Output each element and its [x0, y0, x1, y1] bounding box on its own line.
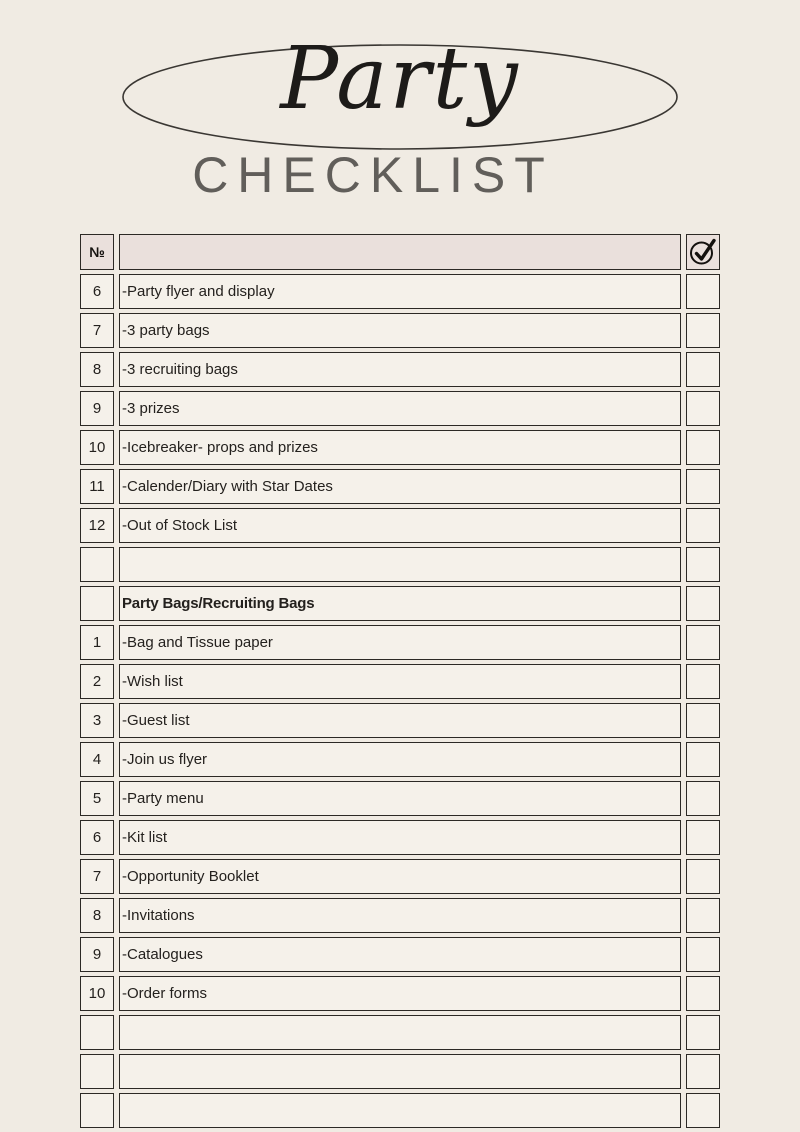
table-row — [80, 664, 720, 699]
row-checkbox-cell[interactable] — [686, 274, 720, 309]
row-item-cell — [119, 859, 681, 894]
row-checkbox-cell[interactable] — [686, 508, 720, 543]
row-number: 4 — [92, 751, 102, 768]
row-item-cell — [119, 469, 681, 504]
row-checkbox-cell[interactable] — [686, 586, 720, 621]
row-item-text: -Guest list — [122, 712, 190, 729]
row-item-text: -3 prizes — [122, 400, 180, 417]
row-item-text: -Kit list — [122, 829, 167, 846]
row-checkbox-cell[interactable] — [686, 391, 720, 426]
row-item-text: -Wish list — [122, 673, 183, 690]
row-number-cell — [80, 859, 114, 894]
row-checkbox-cell[interactable] — [686, 859, 720, 894]
row-item-text: Party Bags/Recruiting Bags — [122, 595, 315, 612]
numero-label: № — [89, 244, 105, 260]
page-title-script: Party — [280, 29, 520, 129]
table-row — [80, 937, 720, 972]
table-row — [80, 976, 720, 1011]
table-row — [80, 274, 720, 309]
row-number-cell — [80, 586, 114, 621]
table-row — [80, 898, 720, 933]
row-item-cell — [119, 742, 681, 777]
table-row — [80, 508, 720, 543]
row-checkbox-cell[interactable] — [686, 742, 720, 777]
row-checkbox-cell[interactable] — [686, 547, 720, 582]
row-number-cell — [80, 898, 114, 933]
row-item-cell — [119, 664, 681, 699]
row-number-cell — [80, 352, 114, 387]
row-number-cell — [80, 625, 114, 660]
table-row — [80, 742, 720, 777]
row-item-text: -3 party bags — [122, 322, 210, 339]
row-number: 7 — [92, 322, 102, 339]
table-header-row — [80, 234, 720, 270]
row-checkbox-cell[interactable] — [686, 1093, 720, 1128]
row-item-cell — [119, 430, 681, 465]
table-row — [80, 547, 720, 582]
table-row — [80, 625, 720, 660]
table-row — [80, 469, 720, 504]
table-row — [80, 1015, 720, 1050]
row-number: 6 — [92, 829, 102, 846]
row-number: 6 — [92, 283, 102, 300]
row-number: 9 — [92, 946, 102, 963]
row-item-cell — [119, 313, 681, 348]
row-number: 7 — [92, 868, 102, 885]
row-checkbox-cell[interactable] — [686, 976, 720, 1011]
row-number-cell — [80, 1054, 114, 1089]
row-number-cell — [80, 781, 114, 816]
row-checkbox-cell[interactable] — [686, 313, 720, 348]
row-item-text: -Out of Stock List — [122, 517, 238, 534]
row-checkbox-cell[interactable] — [686, 1015, 720, 1050]
row-item-text: -Icebreaker- props and prizes — [122, 439, 318, 456]
row-number-cell — [80, 1093, 114, 1128]
row-number-cell — [80, 1015, 114, 1050]
row-item-cell — [119, 976, 681, 1011]
row-item-cell — [119, 1054, 681, 1089]
row-number-cell — [80, 547, 114, 582]
row-item-cell — [119, 703, 681, 738]
row-checkbox-cell[interactable] — [686, 352, 720, 387]
row-checkbox-cell[interactable] — [686, 820, 720, 855]
table-row — [80, 859, 720, 894]
row-number-cell — [80, 976, 114, 1011]
row-item-text: -Party flyer and display — [122, 283, 275, 300]
row-item-cell — [119, 781, 681, 816]
row-checkbox-cell[interactable] — [686, 430, 720, 465]
header-item-cell — [119, 234, 681, 270]
row-number: 9 — [92, 400, 102, 417]
row-item-cell — [119, 1015, 681, 1050]
row-number-cell — [80, 664, 114, 699]
row-item-text: -Catalogues — [122, 946, 203, 963]
row-checkbox-cell[interactable] — [686, 664, 720, 699]
row-number: 11 — [89, 478, 105, 495]
row-number: 12 — [88, 517, 106, 534]
row-number-cell — [80, 313, 114, 348]
table-row — [80, 430, 720, 465]
row-number: 8 — [92, 907, 102, 924]
row-item-cell — [119, 937, 681, 972]
checklist-rows — [80, 270, 720, 1128]
row-item-cell — [119, 352, 681, 387]
row-item-cell — [119, 1093, 681, 1128]
row-item-text: -Bag and Tissue paper — [122, 634, 273, 651]
row-number-cell — [80, 508, 114, 543]
row-item-text: -Party menu — [122, 790, 204, 807]
row-item-cell — [119, 625, 681, 660]
row-number-cell — [80, 937, 114, 972]
row-checkbox-cell[interactable] — [686, 1054, 720, 1089]
row-number-cell — [80, 274, 114, 309]
row-number: 5 — [92, 790, 102, 807]
row-number-cell — [80, 820, 114, 855]
row-item-cell — [119, 391, 681, 426]
row-number: 3 — [92, 712, 102, 729]
row-checkbox-cell[interactable] — [686, 781, 720, 816]
row-number: 2 — [92, 673, 102, 690]
table-row — [80, 703, 720, 738]
table-row — [80, 820, 720, 855]
row-checkbox-cell[interactable] — [686, 898, 720, 933]
table-row — [80, 391, 720, 426]
row-number-cell — [80, 430, 114, 465]
row-item-text: -Calender/Diary with Star Dates — [122, 478, 333, 495]
row-checkbox-cell[interactable] — [686, 703, 720, 738]
row-checkbox-cell[interactable] — [686, 625, 720, 660]
row-item-cell — [119, 898, 681, 933]
row-number-cell — [80, 742, 114, 777]
row-number: 10 — [88, 985, 106, 1002]
row-number-cell — [80, 703, 114, 738]
row-number: 1 — [92, 634, 102, 651]
row-item-text: -Opportunity Booklet — [122, 868, 259, 885]
row-item-text: -3 recruiting bags — [122, 361, 238, 378]
table-row — [80, 1093, 720, 1128]
row-item-text: -Join us flyer — [122, 751, 208, 768]
page-title-sub: CHECKLIST — [192, 147, 554, 203]
row-item-cell — [119, 820, 681, 855]
row-number-cell — [80, 469, 114, 504]
row-item-cell — [119, 586, 681, 621]
row-item-cell — [119, 547, 681, 582]
row-item-cell — [119, 274, 681, 309]
row-item-text: -Order forms — [122, 985, 208, 1002]
checklist-table — [80, 234, 720, 1128]
table-row — [80, 352, 720, 387]
table-row — [80, 313, 720, 348]
page-header — [0, 0, 800, 234]
row-item-text: -Invitations — [122, 907, 195, 924]
row-number: 8 — [92, 361, 102, 378]
table-row — [80, 586, 720, 621]
row-item-cell — [119, 508, 681, 543]
row-number-cell — [80, 391, 114, 426]
header-number-cell — [80, 234, 114, 270]
table-row — [80, 1054, 720, 1089]
row-checkbox-cell[interactable] — [686, 469, 720, 504]
row-number: 10 — [88, 439, 106, 456]
check-circle-icon — [689, 238, 717, 266]
header-check-cell — [686, 234, 720, 270]
table-row — [80, 781, 720, 816]
row-checkbox-cell[interactable] — [686, 937, 720, 972]
